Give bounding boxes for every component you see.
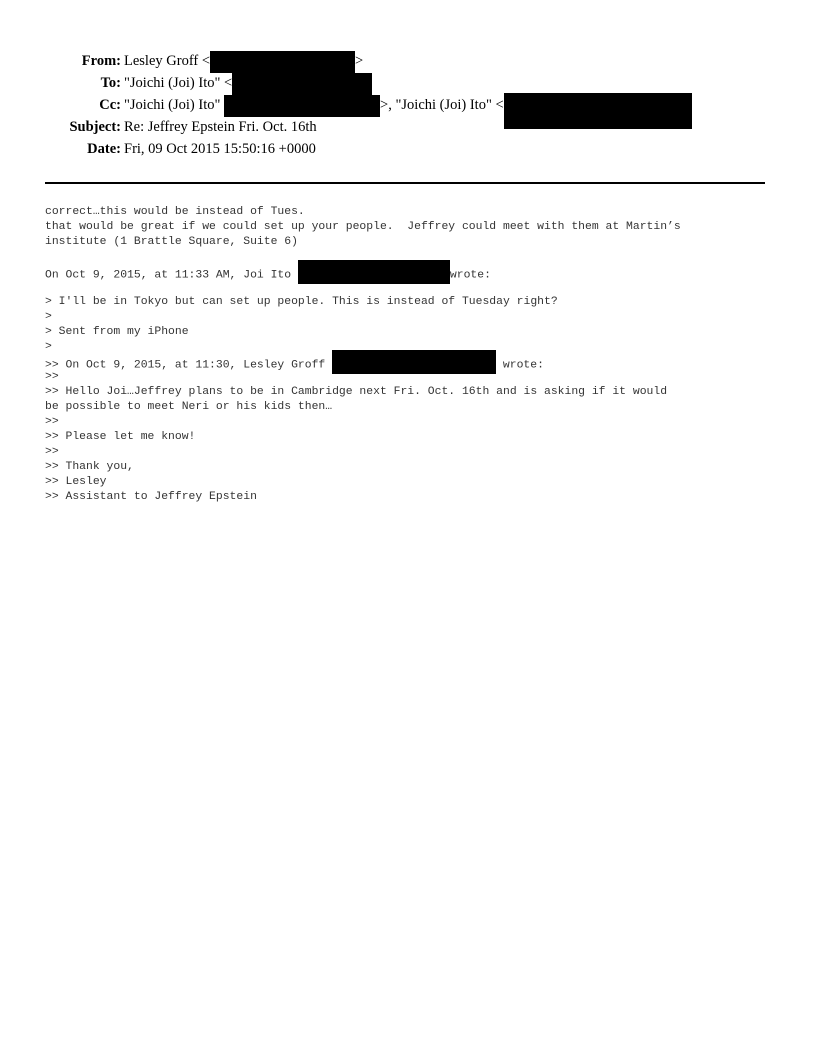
quote-header-wrote: wrote: xyxy=(449,269,491,282)
nested-quote-header-wrote: wrote: xyxy=(496,359,544,372)
email-body xyxy=(45,205,785,505)
email-header xyxy=(0,50,816,160)
quoted-line: >> Thank you, xyxy=(45,461,134,473)
from-close: > xyxy=(355,53,364,69)
quoted-line: >> xyxy=(45,446,59,458)
nested-quote-header-text: >> On Oct 9, 2015, at 11:30, Lesley Groff xyxy=(45,359,333,372)
date-row xyxy=(0,138,816,160)
redaction-block xyxy=(332,350,496,374)
subject-row xyxy=(0,116,816,138)
quoted-line: > xyxy=(45,311,52,323)
subject-value: Re: Jeffrey Epstein Fri. Oct. 16th xyxy=(124,119,317,135)
quoted-line: > Sent from my iPhone xyxy=(45,326,189,338)
quoted-line: > xyxy=(45,341,52,353)
to-value xyxy=(124,72,372,95)
to-name: "Joichi (Joi) Ito" < xyxy=(124,75,233,91)
quote-header-line xyxy=(45,265,785,280)
redaction-block xyxy=(210,51,355,73)
quoted-line: >> Lesley xyxy=(45,476,107,488)
cc-name-1: "Joichi (Joi) Ito" xyxy=(124,97,225,113)
from-row xyxy=(0,50,816,72)
to-label: To: xyxy=(100,75,121,91)
cc-row xyxy=(0,94,816,116)
quoted-line: >> Hello Joi…Jeffrey plans to be in Cambridge next Fri. Oct. 16th and is asking if it would xyxy=(45,386,668,398)
quoted-line: > I'll be in Tokyo but can set up people. This is instead of Tuesday right? xyxy=(45,296,558,308)
redaction-block xyxy=(224,95,380,117)
nested-quote-header-line xyxy=(45,355,785,370)
from-name: Lesley Groff < xyxy=(124,53,211,69)
date-label: Date: xyxy=(87,141,121,157)
quoted-line: >> xyxy=(45,371,59,383)
from-value xyxy=(124,50,363,73)
redaction-block xyxy=(232,73,372,95)
from-label: From: xyxy=(81,53,121,69)
cc-label: Cc: xyxy=(99,97,121,113)
to-row xyxy=(0,72,816,94)
subject-label: Subject: xyxy=(69,119,121,135)
quoted-line: >> Assistant to Jeffrey Epstein xyxy=(45,491,257,503)
body-line: that would be great if we could set up your people. Jeffrey could meet with them at Martin’s xyxy=(45,221,681,233)
quote-header-text: On Oct 9, 2015, at 11:33 AM, Joi Ito xyxy=(45,269,298,282)
body-line: correct…this would be instead of Tues. xyxy=(45,206,305,218)
header-divider xyxy=(45,182,765,184)
cc-name-2: >, "Joichi (Joi) Ito" < xyxy=(380,97,504,113)
quoted-line: >> Please let me know! xyxy=(45,431,196,443)
quoted-line: >> xyxy=(45,416,59,428)
quoted-line: be possible to meet Neri or his kids then… xyxy=(45,401,333,413)
body-line: institute (1 Brattle Square, Suite 6) xyxy=(45,236,298,248)
redaction-block xyxy=(298,260,450,284)
date-value: Fri, 09 Oct 2015 15:50:16 +0000 xyxy=(124,141,316,157)
